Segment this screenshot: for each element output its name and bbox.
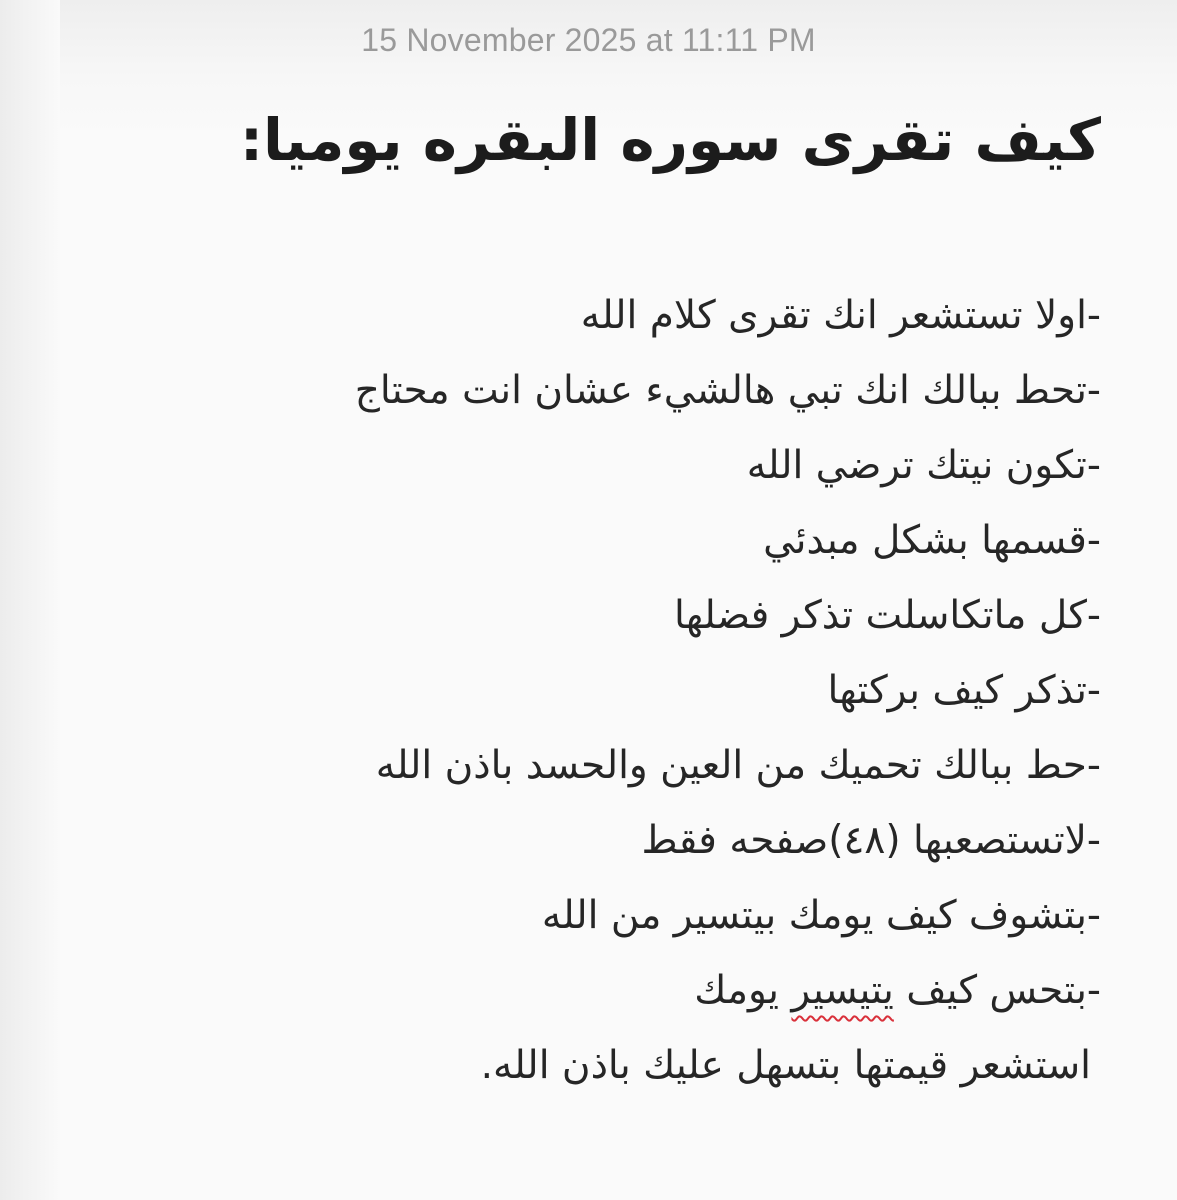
left-shadow xyxy=(0,0,60,1200)
note-timestamp: 15 November 2025 at 11:11 PM xyxy=(361,22,816,58)
list-item[interactable]: -تكون نيتك ترضي الله xyxy=(746,443,1101,488)
list-item[interactable]: -تحط ببالك انك تبي هالشيء عشان انت محتاج xyxy=(354,368,1101,413)
note-title[interactable]: كيف تقرى سوره البقره يوميا: xyxy=(239,106,1101,174)
list-item[interactable]: -تذكر كيف بركتها xyxy=(827,668,1101,713)
list-item[interactable]: -لاتستصعبها (٤٨)صفحه فقط xyxy=(641,818,1101,863)
list-item-text-start: -بتحس كيف xyxy=(893,968,1101,1013)
spellcheck-flagged-word[interactable]: يتيسير xyxy=(791,968,894,1013)
closing-line[interactable]: استشعر قيمتها بتسهل عليك باذن الله. xyxy=(480,1043,1091,1088)
list-item[interactable]: -بتشوف كيف يومك بيتسير من الله xyxy=(541,893,1101,938)
list-item[interactable]: -كل ماتكاسلت تذكر فضلها xyxy=(674,593,1101,638)
list-item[interactable]: -قسمها بشكل مبدئي xyxy=(763,518,1101,563)
tips-list xyxy=(101,278,1101,1028)
note-body[interactable] xyxy=(101,100,1101,1103)
list-item-last[interactable] xyxy=(101,953,1101,1028)
list-item[interactable]: -اولا تستشعر انك تقرى كلام الله xyxy=(580,293,1101,338)
list-item-text-end: يومك xyxy=(694,968,792,1013)
list-item[interactable]: -حط ببالك تحميك من العين والحسد باذن الله xyxy=(375,743,1101,788)
